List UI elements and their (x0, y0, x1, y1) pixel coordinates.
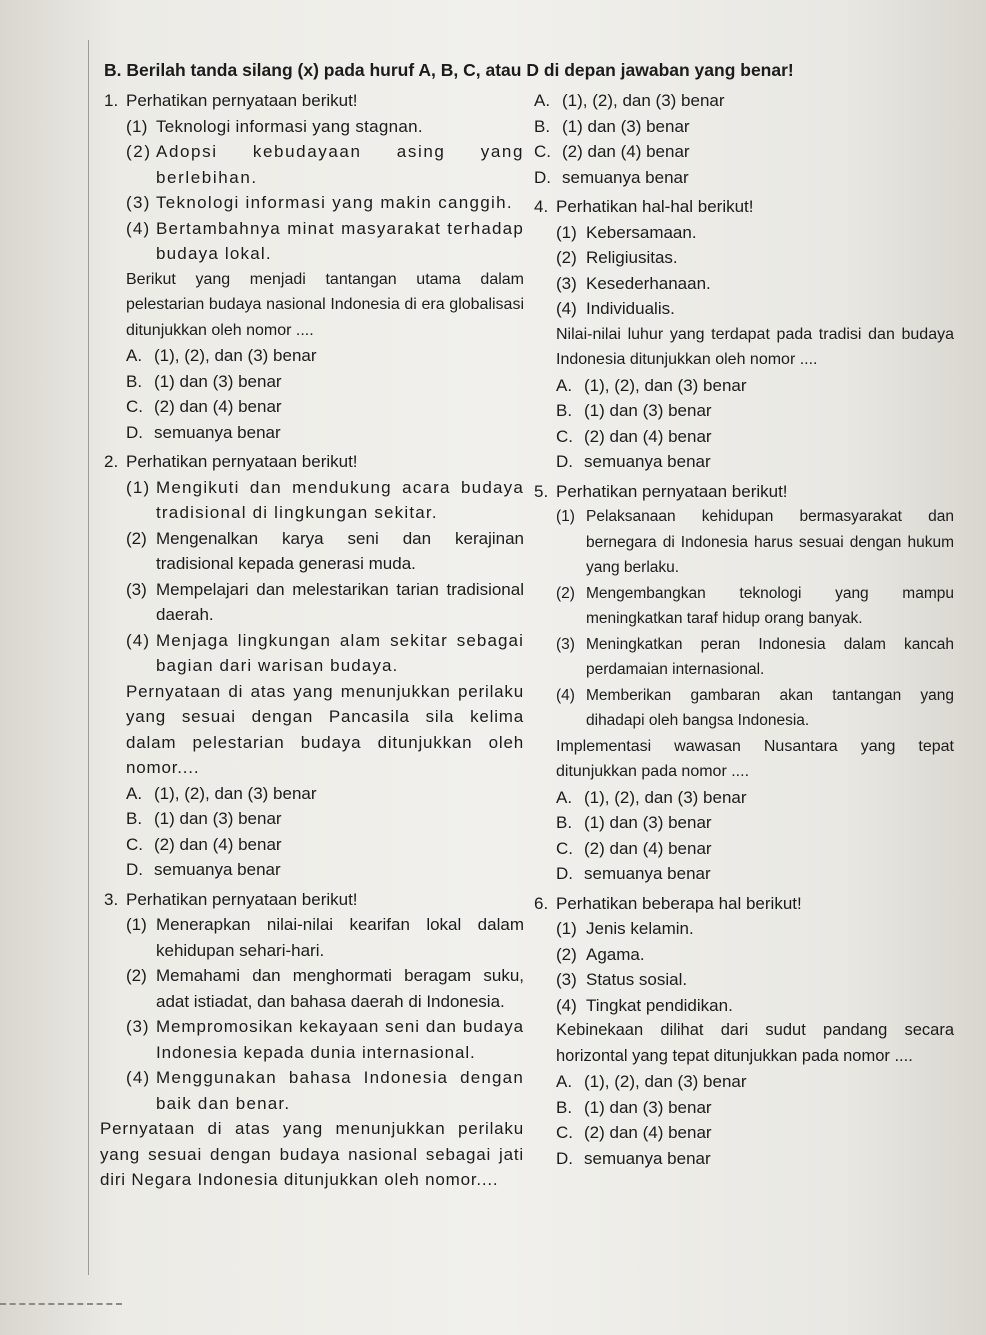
statement-number: (1) (556, 508, 575, 525)
statement-text: Menjaga lingkungan alam sekitar sebagai bagian dari warisan budaya. (156, 630, 524, 675)
option-c[interactable]: C. (2) dan (4) benar (126, 834, 282, 854)
statement-number: (3) (556, 970, 577, 989)
option-c[interactable]: C. (2) dan (4) benar (534, 142, 690, 161)
margin-line (88, 40, 89, 1275)
statement-number: (3) (126, 579, 147, 599)
option-b[interactable]: B. (1) dan (3) benar (126, 809, 282, 828)
question-number: 6. (534, 893, 549, 913)
question-number: 1. (104, 91, 119, 110)
statement-text: Mengenalkan karya seni dan kerajinan tradisional kepada generasi muda. (156, 528, 524, 573)
question-2 (104, 449, 524, 883)
statement-text: Status sosial. (586, 970, 688, 989)
statement-text: Adopsi kebudayaan asing yang berlebihan. (156, 142, 524, 187)
option-a[interactable]: A. (1), (2), dan (3) benar (556, 787, 747, 807)
question-prompt: Nilai-nilai luhur yang terdapat pada tradisi dan budaya Indonesia ditunjukkan oleh nomor .... (556, 325, 954, 368)
statement-number: (4) (126, 218, 151, 238)
question-prompt: Pernyataan di atas yang menunjukkan perilaku yang sesuai dengan budaya nasional sebagai jati diri Negara Indonesia ditunjukkan oleh nomor.... (100, 1119, 524, 1189)
question-prompt: Pernyataan di atas yang menunjukkan perilaku yang sesuai dengan Pancasila sila kelima dalam pelestarian budaya ditunjukkan oleh nomor.... (126, 681, 524, 777)
statement-text: Menggunakan bahasa Indonesia dengan baik dan benar. (156, 1068, 524, 1113)
statement-number: (1) (126, 915, 147, 934)
dotted-divider (0, 1303, 122, 1305)
statement-text: Agama. (586, 944, 645, 964)
statement-number: (1) (126, 116, 148, 136)
statement-number: (1) (126, 477, 151, 497)
statement-number: (2) (126, 966, 147, 985)
question-prompt: Kebinekaan dilihat dari sudut pandang secara horizontal yang tepat ditunjukkan pada nomor .... (556, 1021, 954, 1065)
question-number: 3. (104, 889, 119, 909)
option-b[interactable]: B. (1) dan (3) benar (556, 813, 712, 832)
question-3 (100, 887, 524, 1193)
option-a[interactable]: A. (1), (2), dan (3) benar (126, 346, 317, 365)
right-column (534, 88, 954, 1175)
question-prompt: Berikut yang menjadi tantangan utama dalam pelestarian budaya nasional Indonesia di era globalisasi ditunjukkan oleh nomor .... (126, 270, 524, 339)
statement-text: Mempromosikan kekayaan seni dan budaya Indonesia kepada dunia internasional. (156, 1017, 524, 1062)
question-number: 2. (104, 452, 119, 471)
question-number: 4. (534, 197, 549, 216)
statement-number: (2) (556, 584, 575, 602)
statement-number: (3) (556, 273, 577, 293)
statement-text: Jenis kelamin. (586, 919, 694, 938)
statement-text: Kesederhanaan. (586, 273, 711, 293)
option-d[interactable]: D. semuanya benar (556, 452, 711, 471)
statement-text: Religiusitas. (586, 248, 678, 267)
statement-number: (2) (556, 248, 577, 267)
statement-text: Mengikuti dan mendukung acara budaya tradisional di lingkungan sekitar. (156, 477, 524, 522)
statement-text: Individualis. (586, 299, 675, 318)
statement-number: (3) (556, 635, 575, 653)
statement-number: (4) (126, 1068, 151, 1087)
option-b[interactable]: B. (1) dan (3) benar (556, 1097, 712, 1117)
option-d[interactable]: D. semuanya benar (126, 422, 281, 442)
question-6 (534, 891, 954, 1172)
question-4 (534, 194, 954, 475)
statement-number: (2) (126, 142, 152, 161)
option-c[interactable]: C. (2) dan (4) benar (126, 397, 282, 416)
statement-text: Tingkat pendidikan. (586, 995, 733, 1015)
option-a[interactable]: A. (1), (2), dan (3) benar (534, 91, 725, 110)
statement-number: (2) (126, 528, 147, 548)
option-b[interactable]: B. (1) dan (3) benar (126, 371, 282, 391)
statement-text: Mempelajari dan melestarikan tarian tradisional daerah. (156, 579, 524, 624)
statement-text: Mengembangkan teknologi yang mampu meningkatkan taraf hidup orang banyak. (586, 584, 954, 627)
statement-number: (3) (126, 1017, 150, 1036)
question-title: Perhatikan pernyataan berikut! (126, 91, 358, 110)
option-c[interactable]: C. (2) dan (4) benar (556, 426, 712, 446)
option-b[interactable]: B. (1) dan (3) benar (534, 116, 690, 136)
statement-number: (1) (556, 919, 577, 938)
left-column (100, 88, 524, 1197)
statement-text: Menerapkan nilai-nilai kearifan lokal dalam kehidupan sehari-hari. (156, 915, 524, 960)
option-d[interactable]: D. semuanya benar (534, 167, 689, 187)
option-c[interactable]: C. (2) dan (4) benar (556, 838, 712, 858)
question-title: Perhatikan hal-hal berikut! (556, 197, 754, 216)
statement-number: (4) (556, 299, 577, 318)
statement-text: Pelaksanaan kehidupan bermasyarakat dan bernegara di Indonesia harus sesuai dengan hukum yang berlaku. (586, 508, 954, 576)
question-number: 5. (534, 481, 549, 501)
option-a[interactable]: A. (1), (2), dan (3) benar (556, 1072, 747, 1091)
question-title: Perhatikan beberapa hal berikut! (556, 893, 802, 913)
statement-text: Kebersamaan. (586, 222, 697, 242)
question-title: Perhatikan pernyataan berikut! (556, 481, 788, 501)
statement-number: (4) (556, 995, 577, 1015)
question-1 (104, 88, 524, 445)
option-d[interactable]: D. semuanya benar (126, 860, 281, 879)
statement-text: Teknologi informasi yang makin canggih. (156, 193, 513, 212)
statement-number: (4) (126, 630, 151, 650)
question-title: Perhatikan pernyataan berikut! (126, 889, 358, 909)
statement-text: Teknologi informasi yang stagnan. (156, 116, 423, 136)
option-d[interactable]: D. semuanya benar (556, 1148, 711, 1168)
statement-text: Meningkatkan peran Indonesia dalam kancah perdamaian internasional. (586, 635, 954, 678)
question-prompt: Implementasi wawasan Nusantara yang tepat ditunjukkan pada nomor .... (556, 737, 954, 780)
section-instruction: B. Berilah tanda silang (x) pada huruf A, B, C, atau D di depan jawaban yang benar! (104, 60, 794, 80)
question-3-options (534, 88, 954, 190)
option-b[interactable]: B. (1) dan (3) benar (556, 401, 712, 420)
option-d[interactable]: D. semuanya benar (556, 864, 711, 883)
statement-text: Memahami dan menghormati beragam suku, adat istiadat, dan bahasa daerah di Indonesia. (156, 966, 524, 1011)
question-5 (534, 479, 954, 887)
option-a[interactable]: A. (1), (2), dan (3) benar (126, 783, 317, 803)
question-title: Perhatikan pernyataan berikut! (126, 452, 358, 471)
option-a[interactable]: A. (1), (2), dan (3) benar (556, 375, 747, 395)
statement-number: (1) (556, 222, 577, 242)
statement-text: Bertambahnya minat masyarakat terhadap budaya lokal. (156, 218, 524, 263)
statement-number: (3) (126, 193, 151, 212)
statement-text: Memberikan gambaran akan tantangan yang dihadapi oleh bangsa Indonesia. (586, 686, 954, 729)
option-c[interactable]: C. (2) dan (4) benar (556, 1123, 712, 1142)
statement-number: (4) (556, 686, 575, 704)
statement-number: (2) (556, 944, 577, 964)
